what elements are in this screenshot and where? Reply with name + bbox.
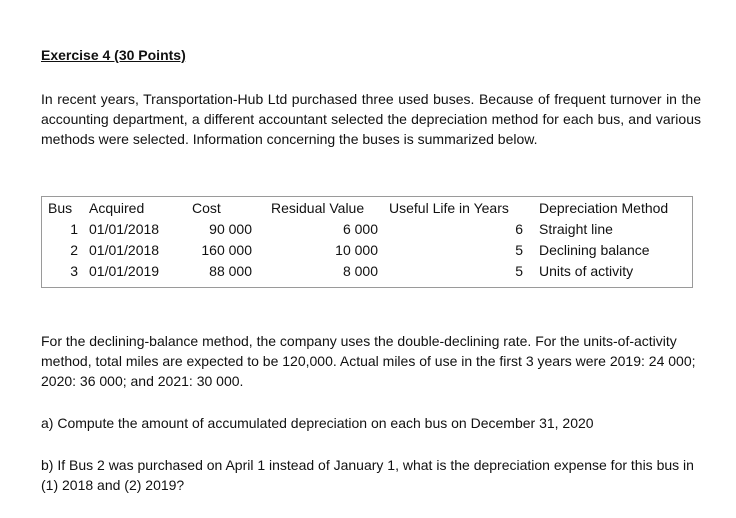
table-cell-useful-life: 5 xyxy=(515,263,523,279)
table-header-cost: Cost xyxy=(192,200,221,216)
table-cell-cost: 160 000 xyxy=(201,242,252,258)
table-cell-bus: 3 xyxy=(70,263,78,279)
table-cell-bus: 1 xyxy=(70,221,78,237)
question-b: b) If Bus 2 was purchased on April 1 instead of January 1, what is the depreciation expense for this bus in (1) 2018 and (2) 2019? xyxy=(41,457,694,493)
table-cell-depreciation-method: Declining balance xyxy=(539,242,650,258)
table-cell-residual-value: 6 000 xyxy=(342,221,378,237)
table-header-acquired: Acquired xyxy=(89,200,145,216)
table-cell-depreciation-method: Units of activity xyxy=(539,263,634,279)
table-header-residual-value: Residual Value xyxy=(271,200,365,216)
table-cell-depreciation-method: Straight line xyxy=(539,221,613,237)
table-header-depreciation-method: Depreciation Method xyxy=(539,200,669,216)
methods-paragraph: For the declining-balance method, the company uses the double-declining rate. For the units-of-activity method, total miles are expected to be 120,000. Actual miles of use in the first 3 years were 2019: 24 000; 2020: 36 000; and 2021: 30 000. xyxy=(41,333,696,389)
table-cell-cost: 90 000 xyxy=(209,221,252,237)
table-cell-useful-life: 6 xyxy=(515,221,523,237)
table-cell-bus: 2 xyxy=(70,242,78,258)
table-cell-acquired: 01/01/2019 xyxy=(89,263,160,279)
table-header-useful-life: Useful Life in Years xyxy=(389,200,509,216)
table-cell-acquired: 01/01/2018 xyxy=(89,221,160,237)
exercise-title: Exercise 4 (30 Points) xyxy=(41,47,186,63)
table-header-bus: Bus xyxy=(48,200,73,216)
question-a: a) Compute the amount of accumulated depreciation on each bus on December 31, 2020 xyxy=(41,415,594,431)
table-cell-residual-value: 10 000 xyxy=(335,242,378,258)
table-cell-useful-life: 5 xyxy=(515,242,523,258)
table-cell-cost: 88 000 xyxy=(209,263,252,279)
table-cell-residual-value: 8 000 xyxy=(342,263,378,279)
table-cell-acquired: 01/01/2018 xyxy=(89,242,160,258)
intro-paragraph: In recent years, Transportation-Hub Ltd purchased three used buses. Because of frequent turnover in the accounting department, a different accountant selected the depreciation method for each bus, and various methods were selected. Information concerning the buses is summarized below. xyxy=(41,91,701,147)
bus-depreciation-table xyxy=(41,196,693,288)
